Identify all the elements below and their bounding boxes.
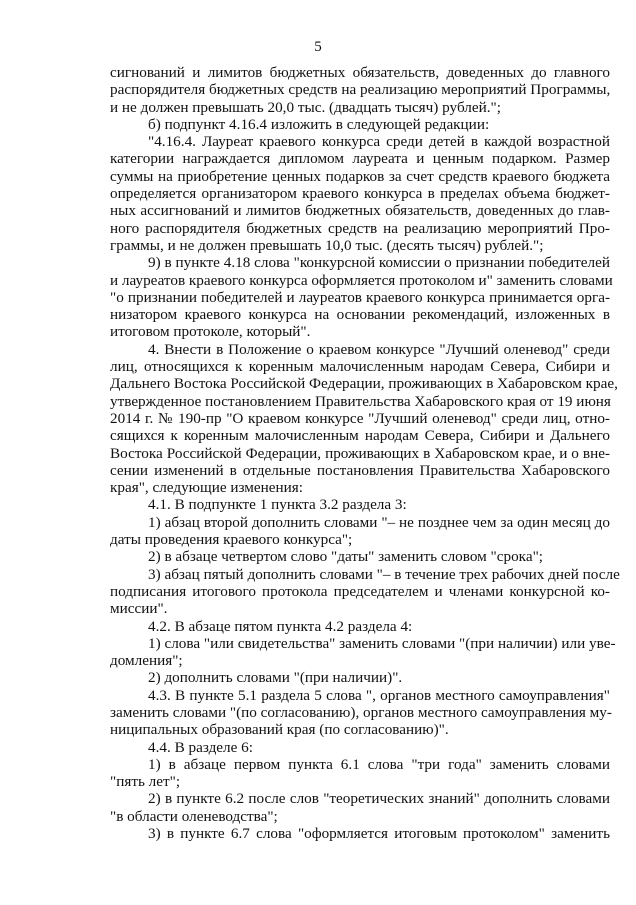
text-line: 4. Внести в Положение о краевом конкурсе "Лучший оленевод" среди [148,340,610,358]
text-line: домления"; [110,652,183,670]
text-line: 2) дополнить словами "(при наличии)". [148,669,403,687]
text-line: б) подпункт 4.16.4 изложить в следующей редакции: [148,115,490,133]
text-line: 2) в абзаце четвертом слово "даты" заменить словом "срока"; [148,548,543,566]
text-line: и лауреатов краевого конкурса оформляется протоколом и" заменить словами [110,271,613,289]
text-line: Дальнего Востока Российской Федерации, проживающих в Хабаровском крае, [110,375,618,393]
text-line: лиц, относящихся к коренным малочисленным народам Севера, Сибири и [110,358,610,376]
text-line: ного распорядителя бюджетных средств на реализацию мероприятий Про- [110,219,610,237]
text-line: распорядителя бюджетных средств на реализацию мероприятий Программы, [110,81,611,99]
text-line: 1) абзац второй дополнить словами "– не позднее чем за один месяц до [148,513,610,531]
text-line: миссии". [110,600,168,618]
text-line: низатором краевого конкурса на основании рекомендаций, изложенных в [110,306,610,324]
text-line: 1) слова "или свидетельства" заменить словами "(при наличии) или уве- [148,634,616,652]
text-line: "в области оленеводства"; [110,807,278,825]
text-line: заменить словами "(по согласованию), органов местного самоуправления му- [110,703,612,721]
text-line: 2014 г. № 190-пр "О краевом конкурсе "Лучший оленевод" среди лиц, отно- [110,409,610,427]
text-line: 3) в пункте 6.7 слова "оформляется итоговым протоколом" заменить [148,825,610,843]
page-number: 5 [314,39,322,55]
text-line: итоговом протоколе, который". [110,323,311,341]
text-line: определяется организатором краевого конкурса в пределах объема бюджет- [110,185,610,203]
text-line: 4.3. В пункте 5.1 раздела 5 слова ", органов местного самоуправления" [148,686,610,704]
text-line: "пять лет"; [110,773,181,791]
text-line: сящихся к коренным малочисленным народам Севера, Сибири и Дальнего [110,427,610,445]
text-line: ниципальных образований края (по согласованию)". [110,721,449,739]
text-line: 4.1. В подпункте 1 пункта 3.2 раздела 3: [148,496,407,514]
text-line: 4.2. В абзаце пятом пункта 4.2 раздела 4: [148,617,413,635]
text-line: "о признании победителей и лауреатов краевого конкурса принимается орга- [110,288,610,306]
text-line: края", следующие изменения: [110,479,303,497]
text-line: сигнований и лимитов бюджетных обязательств, доведенных до главного [110,64,610,81]
text-line: граммы, и не должен превышать 10,0 тыс. (десять тысяч) рублей."; [110,236,544,254]
document-body [110,64,620,843]
text-line: 9) в пункте 4.18 слова "конкурсной комиссии о признании победителей [148,254,610,272]
text-line: ных ассигнований и лимитов бюджетных обязательств, доведенных до глав- [110,202,610,220]
text-line: сении изменений в отдельные постановления Правительства Хабаровского [110,461,610,479]
text-line: даты проведения краевого конкурса"; [110,531,353,549]
text-line: Востока Российской Федерации, проживающих в Хабаровском крае, и о вне- [110,444,610,462]
text-line: 1) в абзаце первом пункта 6.1 слова "три года" заменить словами [148,755,610,773]
text-line: 3) абзац пятый дополнить словами "– в течение трех рабочих дней после [148,565,620,583]
text-line: категории награждается дипломом лауреата и ценным подарком. Размер [110,150,610,168]
text-line: 4.4. В разделе 6: [148,738,253,756]
text-line: "4.16.4. Лауреат краевого конкурса среди детей в каждой возрастной [148,133,610,151]
text-line: и не должен превышать 20,0 тыс. (двадцать тысяч) рублей."; [110,98,501,116]
text-line: подписания итогового протокола председателем и членами конкурсной ко- [110,582,610,600]
text-line: 2) в пункте 6.2 после слов "теоретических знаний" дополнить словами [148,790,610,808]
text-line: утвержденное постановлением Правительства Хабаровского края от 19 июня [110,392,611,410]
text-line: суммы на приобретение ценных подарков за счет средств краевого бюджета [110,167,610,185]
